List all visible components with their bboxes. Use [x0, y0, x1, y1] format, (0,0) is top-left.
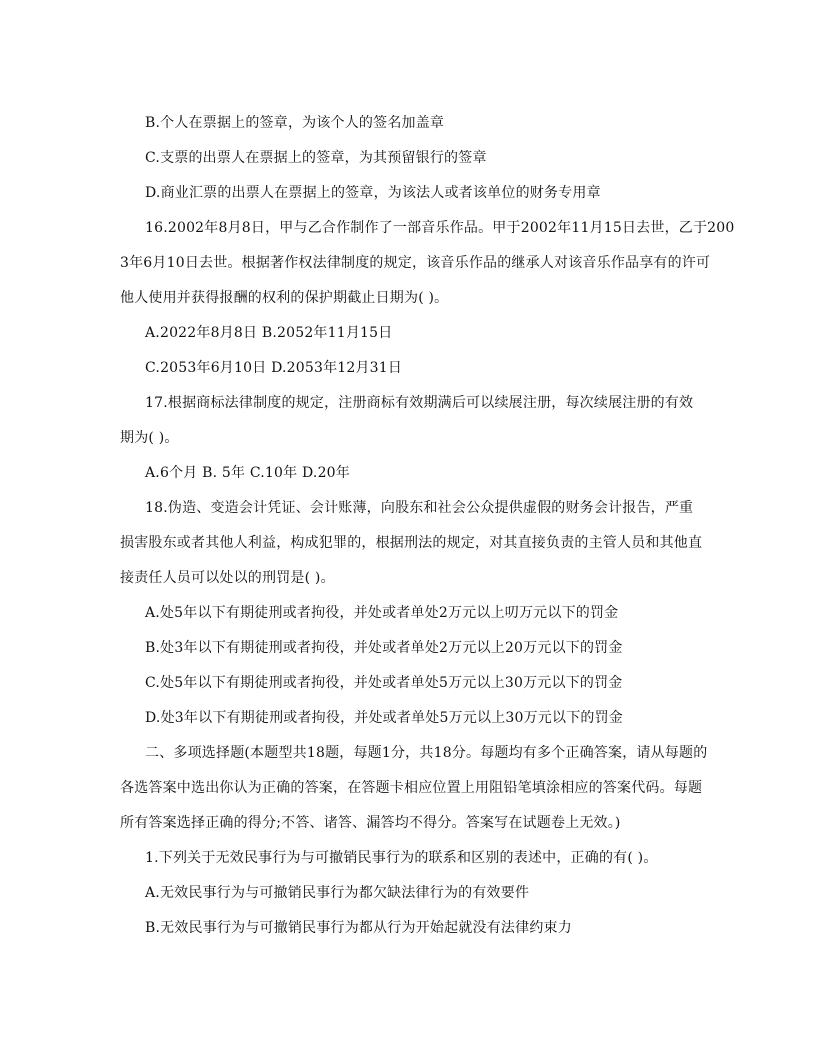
- question-18-line-1: 18.伪造、变造会计凭证、会计账薄，向股东和社会公众提供虚假的财务会计报告，严重: [145, 500, 694, 516]
- option-d-commercial-draft-signature: D.商业汇票的出票人在票据上的签章，为该法人或者该单位的财务专用章: [145, 185, 601, 201]
- question-18-option-d: D.处3年以下有期徒刑或者拘役，并处或者单处5万元以上30万元以下的罚金: [145, 710, 624, 726]
- question-18-line-2: 损害股东或者其他人利益，构成犯罪的，根据刑法的规定，对其直接负责的主管人员和其他直: [120, 535, 703, 551]
- question-16-line-1: 16.2002年8月8日，甲与乙合作制作了一部音乐作品。甲于2002年11月15日去世，乙于200: [145, 220, 735, 236]
- question-16-options-ab: A.2022年8月8日 B.2052年11月15日: [145, 325, 393, 341]
- question-18-option-a: A.处5年以下有期徒刑或者拘役，并处或者单处2万元以上叨万元以下的罚金: [145, 605, 619, 621]
- section-2-heading-line-1: 二、多项选择题(本题型共18题，每题1分，共18分。每题均有多个正确答案，请从每题的: [145, 745, 708, 761]
- question-18-option-b: B.处3年以下有期徒刑或者拘役，并处或者单处2万元以上20万元以下的罚金: [145, 640, 623, 656]
- multi-question-1: 1.下列关于无效民事行为与可撤销民事行为的联系和区别的表述中，正确的有( )。: [145, 850, 658, 866]
- question-16-line-3: 他人使用并获得报酬的权利的保护期截止日期为( )。: [120, 290, 449, 306]
- question-16-line-2: 3年6月10日去世。根据著作权法律制度的规定，该音乐作品的继承人对该音乐作品享有的许可: [120, 255, 711, 271]
- section-2-heading-line-3: 所有答案选择正确的得分;不答、诸答、漏答均不得分。答案写在试题卷上无效。): [120, 815, 621, 831]
- section-2-heading-line-2: 各选答案中选出你认为正确的答案，在答题卡相应位置上用阻铅笔填涂相应的答案代码。每题: [120, 780, 703, 796]
- question-17-options: A.6个月 B. 5年 C.10年 D.20年: [145, 465, 350, 481]
- multi-question-1-option-a: A.无效民事行为与可撤销民事行为都欠缺法律行为的有效要件: [145, 885, 530, 901]
- option-b-personal-signature: B.个人在票据上的签章，为该个人的签名加盖章: [145, 115, 445, 131]
- question-17-line-2: 期为( )。: [120, 430, 179, 446]
- question-18-option-c: C.处5年以下有期徒刑或者拘役，并处或者单处5万元以上30万元以下的罚金: [145, 675, 623, 691]
- option-c-check-signature: C.支票的出票人在票据上的签章，为其预留银行的签章: [145, 150, 487, 166]
- question-17-line-1: 17.根据商标法律制度的规定，注册商标有效期满后可以续展注册，每次续展注册的有效: [145, 395, 694, 411]
- question-16-options-cd: C.2053年6月10日 D.2053年12月31日: [145, 360, 403, 376]
- question-18-line-3: 接责任人员可以处以的刑罚是( )。: [120, 570, 335, 586]
- multi-question-1-option-b: B.无效民事行为与可撤销民事行为都从行为开始起就没有法律约束力: [145, 920, 572, 936]
